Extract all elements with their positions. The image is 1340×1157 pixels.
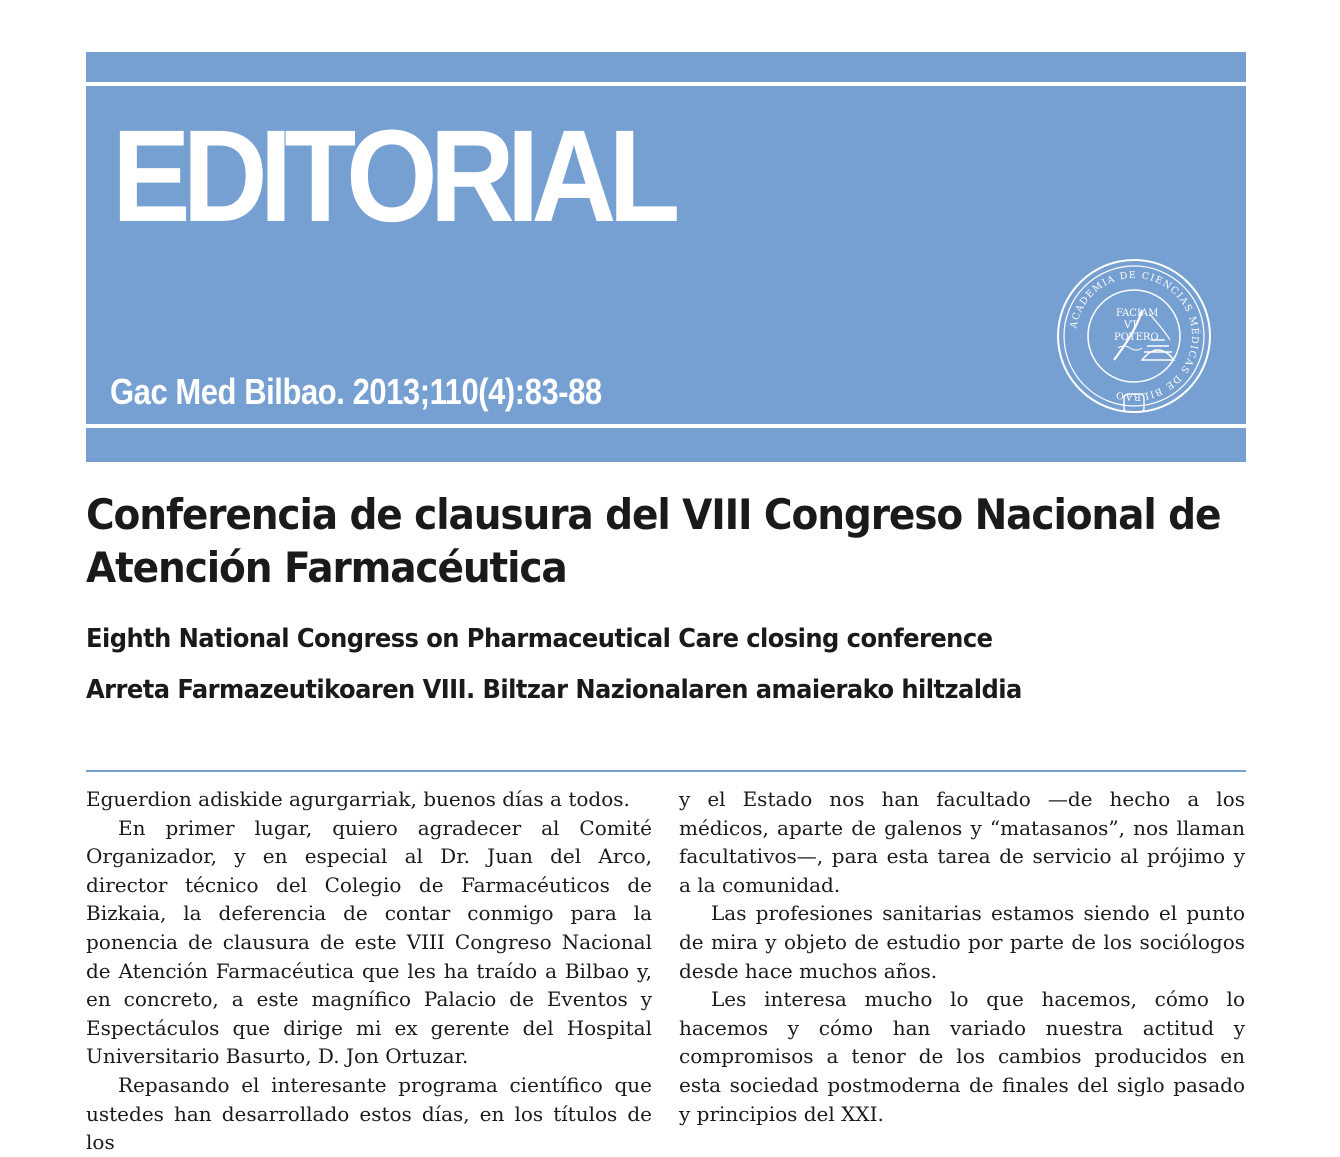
journal-citation: Gac Med Bilbao. 2013;110(4):83-88	[110, 371, 602, 412]
paragraph: y el Estado nos han facultado —de hecho a los médicos, aparte de galenos y “matasanos”, nos llaman facultativos—, para esta tarea de servicio al prójimo y a la comunidad.	[679, 787, 1245, 897]
editorial-banner	[86, 52, 1246, 462]
seal-motto-2: VT	[1124, 320, 1138, 331]
body-column-left	[86, 785, 652, 1157]
article-titles	[86, 488, 1246, 705]
seal-ring-text: ACADEMIA DE CIENCIAS MÉDICAS DE BILBAO	[1068, 269, 1201, 403]
academy-seal-icon	[1054, 248, 1214, 420]
banner-top-rule	[86, 82, 1246, 86]
body-column-right	[679, 785, 1245, 1128]
paragraph: Les interesa mucho lo que hacemos, cómo lo hacemos y cómo han variado nuestra actitud y compromisos a tenor de los cambios producidos en esta sociedad postmoderna de finales del siglo pasado y principios del XXI.	[679, 987, 1245, 1126]
paragraph: En primer lugar, quiero agradecer al Comité Organizador, y en especial al Dr. Juan del Arco, director técnico del Colegio de Farmacéuticos de Bizkaia, la deferencia de contar conmigo para la ponencia de clausura de este VIII Congreso Nacional de Atención Farmacéutica que les ha traído a Bilbao y, en concreto, a este magnífico Palacio de Eventos y Espectáculos que dirige mi ex gerente del Hospital Universitario Basurto, D. Jon Ortuzar.	[86, 815, 652, 1069]
article-title-english: Eighth National Congress on Pharmaceutical Care closing conference	[86, 624, 993, 654]
section-title: EDITORIAL	[112, 102, 673, 249]
paragraph: Repasando el interesante programa científico que ustedes han desarrollado estos días, en los títulos de los	[86, 1072, 652, 1155]
banner-bottom-rule	[86, 424, 1246, 428]
article-title-basque: Arreta Farmazeutikoaren VIII. Biltzar Nazionalaren amaierako hiltzaldia	[86, 675, 1022, 705]
article-title-spanish: Conferencia de clausura del VIII Congreso Nacional de Atención Farmacéutica	[86, 490, 1221, 592]
paragraph: Eguerdion adiskide agurgarriak, buenos días a todos.	[86, 787, 630, 811]
section-divider	[86, 770, 1246, 772]
seal-motto-3: POTERO	[1114, 332, 1159, 343]
paragraph: Las profesiones sanitarias estamos siendo el punto de mira y objeto de estudio por parte de los sociólogos desde hace muchos años.	[679, 901, 1245, 983]
seal-motto-1: FACIAM	[1116, 308, 1159, 319]
